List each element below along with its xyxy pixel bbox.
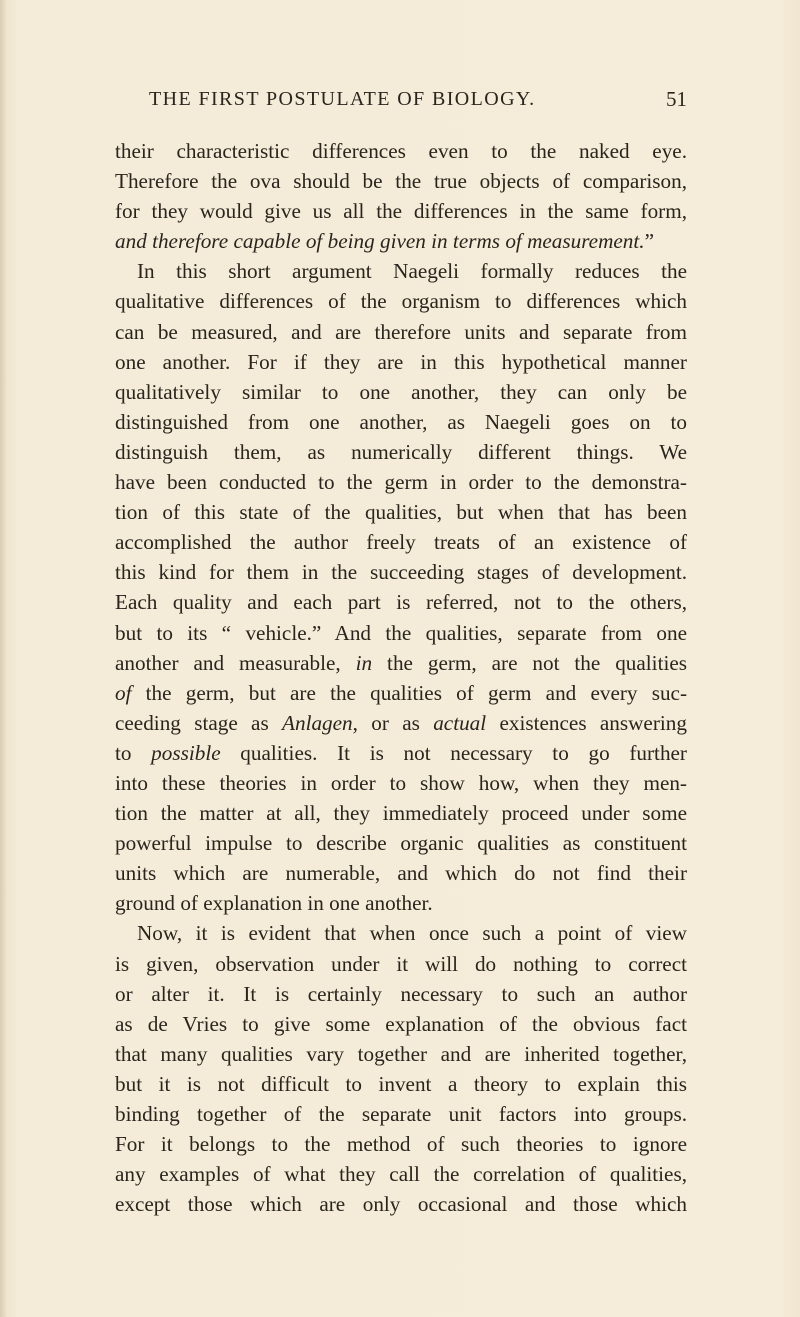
- text-line: [115, 317, 687, 347]
- text-segment: binding together of the separate unit factors into groups.: [115, 1102, 687, 1126]
- text-line: [115, 918, 687, 948]
- text-segment: Each quality and each part is referred, not to the others,: [115, 590, 687, 615]
- text-line: [115, 888, 687, 918]
- text-segment: ”: [644, 229, 654, 254]
- text-segment: this kind for them in the succeeding stages of development.: [115, 560, 687, 585]
- text-line: [115, 979, 687, 1009]
- text-segment: powerful impulse to describe organic qualities as constituent: [115, 831, 687, 856]
- text-line: [115, 1129, 687, 1159]
- text-line: [115, 1189, 687, 1219]
- text-segment: have been conducted to the germ in order to the demonstra-: [115, 470, 687, 495]
- text-segment: units which are numerable, and which do not find their: [115, 861, 687, 886]
- text-segment: In this short argument Naegeli formally reduces the: [137, 259, 687, 284]
- text-segment: any examples of what they call the correlation of qualities,: [115, 1162, 687, 1187]
- text-segment: existences answering: [486, 710, 687, 735]
- text-segment: ceeding stage as: [115, 710, 283, 735]
- page-edge-shadow: [0, 0, 6, 1317]
- text-line: [115, 226, 687, 256]
- text-segment: distinguished from one another, as Naegeli goes on to: [115, 409, 687, 434]
- text-line: [115, 286, 687, 316]
- text-segment: except those which are only occasional and those which: [115, 1192, 687, 1217]
- text-segment: the germ, are not the qualities: [372, 650, 687, 675]
- text-line: [115, 858, 687, 888]
- text-line: [115, 347, 687, 377]
- text-line: [115, 377, 687, 407]
- text-segment: is given, observation under it will do nothing to correct: [115, 951, 687, 976]
- text-line: [115, 166, 687, 196]
- text-segment: for they would give us all the differences in the same form,: [115, 199, 687, 224]
- text-line: [115, 497, 687, 527]
- text-segment: , or as: [352, 710, 434, 735]
- text-line: [115, 678, 687, 708]
- italic-text: Anlagen: [282, 710, 353, 735]
- text-segment: qualitative differences of the organism to differences which: [115, 289, 687, 314]
- text-line: [115, 1069, 687, 1099]
- italic-text: and therefore capable of being given in terms of measurement.: [115, 229, 645, 254]
- text-segment: their characteristic differences even to the naked eye.: [115, 139, 687, 163]
- text-segment: the germ, but are the qualities of germ and every suc-: [131, 680, 687, 705]
- text-line: [115, 587, 687, 617]
- text-line: [115, 1159, 687, 1189]
- running-head: [115, 84, 687, 114]
- text-segment: into these theories in order to show how, when they men-: [115, 770, 687, 795]
- text-line: [115, 738, 687, 768]
- text-segment: Therefore the ova should be the true objects of comparison,: [115, 169, 687, 194]
- text-segment: qualities. It is not necessary to go further: [220, 740, 687, 765]
- text-segment: another and measurable,: [115, 650, 356, 675]
- text-line: [115, 467, 687, 497]
- text-line: [115, 1099, 687, 1129]
- text-segment: For it belongs to the method of such theories to ignore: [115, 1132, 687, 1157]
- text-segment: one another. For if they are in this hypothetical manner: [115, 349, 687, 374]
- text-line: [115, 798, 687, 828]
- text-line: [115, 828, 687, 858]
- text-segment: accomplished the author freely treats of an existence of: [115, 530, 687, 555]
- running-head-title: THE FIRST POSTULATE OF BIOLOGY.: [149, 88, 536, 110]
- text-line: [115, 196, 687, 226]
- text-line: [115, 949, 687, 979]
- text-segment: qualitatively similar to one another, they can only be: [115, 379, 687, 404]
- text-segment: or alter it. It is certainly necessary to such an author: [115, 981, 687, 1006]
- text-line: [115, 708, 687, 738]
- text-line: [115, 618, 687, 648]
- text-segment: to: [115, 740, 152, 765]
- text-line: [115, 768, 687, 798]
- text-segment: Now, it is evident that when once such a point of view: [137, 921, 687, 946]
- text-segment: that many qualities vary together and are inherited together,: [115, 1041, 687, 1066]
- text-segment: as de Vries to give some explanation of the obvious fact: [115, 1011, 687, 1036]
- text-segment: but to its “ vehicle.” And the qualities, separate from one: [115, 620, 687, 645]
- text-line: [115, 1039, 687, 1069]
- italic-text: actual: [433, 710, 487, 735]
- text-line: [115, 1009, 687, 1039]
- text-segment: tion of this state of the qualities, but when that has been: [115, 500, 687, 525]
- body-text: [115, 136, 687, 1219]
- italic-text: in: [355, 650, 373, 675]
- italic-text: possible: [151, 740, 221, 765]
- text-line: [115, 557, 687, 587]
- text-line: [115, 136, 687, 166]
- text-segment: can be measured, and are therefore units and separate from: [115, 319, 687, 344]
- text-line: [115, 527, 687, 557]
- text-line: [115, 407, 687, 437]
- page-number: 51: [666, 87, 687, 111]
- text-segment: distinguish them, as numerically different things. We: [115, 439, 687, 464]
- text-segment: tion the matter at all, they immediately proceed under some: [115, 801, 687, 826]
- text-line: [115, 437, 687, 467]
- text-segment: ground of explanation in one another.: [115, 891, 433, 916]
- italic-text: of: [115, 680, 132, 705]
- text-segment: but it is not difficult to invent a theory to explain this: [115, 1071, 687, 1096]
- text-line: [115, 256, 687, 286]
- text-line: [115, 648, 687, 678]
